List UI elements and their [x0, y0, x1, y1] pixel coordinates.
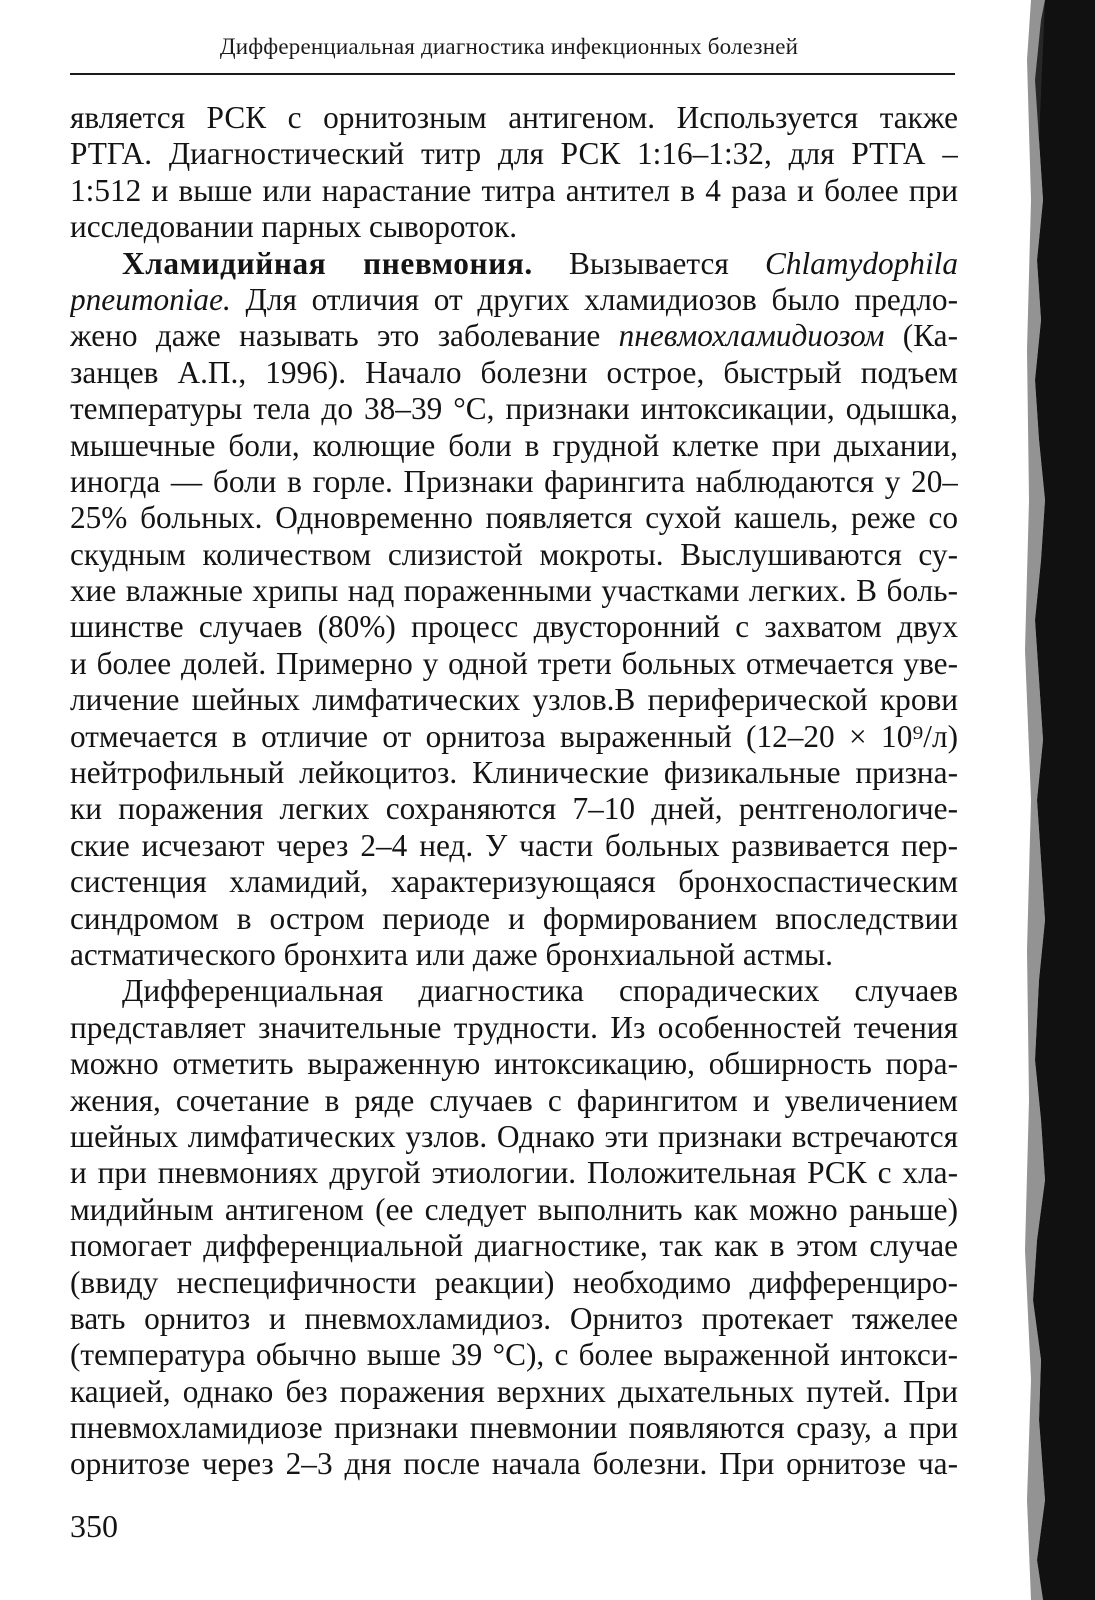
latin-term: pneumoniae. — [70, 281, 231, 317]
text-line: кацией, однако без поражения верхних дыхательных путей. При — [70, 1373, 958, 1409]
paragraph-3 — [70, 973, 958, 1482]
text-line: и более долей. Примерно у одной трети больных отмечается уве- — [70, 645, 958, 681]
paragraph-2 — [70, 246, 958, 974]
text-line: иногда — боли в горле. Признаки фарингита наблюдаются у 20– — [70, 463, 958, 499]
text-line: является РСК с орнитозным антигеном. Используется также — [70, 100, 958, 135]
text-line: занцев А.П., 1996). Начало болезни острое, быстрый подъем — [70, 354, 958, 390]
text-line: помогает дифференциальной диагностике, так как в этом случае — [70, 1228, 958, 1264]
text-line: скудным количеством слизистой мокроты. Выслушиваются су- — [70, 536, 958, 572]
text-line: шейных лимфатических узлов. Однако эти признаки встречаются — [70, 1118, 958, 1154]
text-line: и при пневмониях другой этиологии. Положительная РСК с хла- — [70, 1155, 958, 1191]
page-body — [70, 100, 958, 1483]
text-line: систенция хламидий, характеризующаяся бронхоспастическим — [70, 864, 958, 900]
text-line — [70, 246, 958, 282]
text-line: (температура обычно выше 39 °С), с более выраженной интокси- — [70, 1337, 958, 1373]
text-line: орнитозе через 2–3 дня после начала болезни. При орнитозе ча- — [70, 1446, 958, 1482]
text-line: личение шейных лимфатических узлов.В периферической крови — [70, 682, 958, 718]
text-line — [70, 282, 958, 318]
text-line: вать орнитоз и пневмохламидиоз. Орнитоз протекает тяжелее — [70, 1300, 958, 1336]
page-number: 350 — [70, 1508, 118, 1544]
scan-edge-shadow — [1015, 0, 1095, 1600]
text-line: астматического бронхита или даже бронхиальной астмы. — [70, 936, 833, 972]
text-line: 1:512 и выше или нарастание титра антител в 4 раза и более при — [70, 172, 958, 208]
text-line: жения, сочетание в ряде случаев с фарингитом и увеличением — [70, 1082, 958, 1118]
text-line: нейтрофильный лейкоцитоз. Клинические физикальные призна- — [70, 755, 958, 791]
text-line: ки поражения легких сохраняются 7–10 дней, рентгенологиче- — [70, 791, 958, 827]
text-line: представляет значительные трудности. Из особенностей течения — [70, 1009, 958, 1045]
text-line: РТГА. Диагностический титр для РСК 1:16–1:32, для РТГА – — [70, 136, 958, 172]
text-run: (Ка- — [884, 318, 958, 354]
text-line: синдромом в остром периоде и формированием впоследствии — [70, 900, 958, 936]
text-line: температуры тела до 38–39 °С, признаки интоксикации, одышка, — [70, 391, 958, 427]
text-line: мышечные боли, колющие боли в грудной клетке при дыхании, — [70, 427, 958, 463]
text-line: хие влажные хрипы над пораженными участками легких. В боль- — [70, 573, 958, 609]
text-line: пневмохламидиозе признаки пневмонии появляются сразу, а при — [70, 1410, 958, 1446]
text-line — [70, 318, 958, 354]
text-line: можно отметить выраженную интоксикацию, обширность пора- — [70, 1046, 958, 1082]
text-run: Для отличия от других хламидиозов было предло- — [230, 281, 958, 317]
text-line: Дифференциальная диагностика спорадических случаев — [122, 973, 958, 1009]
header-rule — [70, 73, 955, 75]
text-run: Вызывается — [532, 245, 765, 281]
paragraph-1 — [70, 100, 958, 246]
text-line: исследовании парных сывороток. — [70, 209, 518, 245]
text-line: ские исчезают через 2–4 нед. У части больных развивается пер- — [70, 827, 958, 863]
running-header: Дифференциальная диагностика инфекционных болезней — [219, 34, 799, 59]
latin-term: Chlamydophila — [765, 245, 958, 281]
section-heading: Хламидийная пневмония. — [122, 245, 533, 281]
text-line: мидийным антигеном (ее следует выполнить как можно раньше) — [70, 1191, 958, 1227]
text-line: 25% больных. Одновременно появляется сухой кашель, реже со — [70, 500, 958, 536]
term: пневмохламидиозом — [618, 318, 885, 354]
text-run: жено даже называть это заболевание — [70, 318, 619, 354]
text-line: шинстве случаев (80%) процесс двусторонний с захватом двух — [70, 609, 958, 645]
text-line: отмечается в отличие от орнитоза выраженный (12–20 × 10⁹/л) — [70, 718, 958, 754]
text-line: (ввиду неспецифичности реакции) необходимо дифференциро- — [70, 1264, 958, 1300]
